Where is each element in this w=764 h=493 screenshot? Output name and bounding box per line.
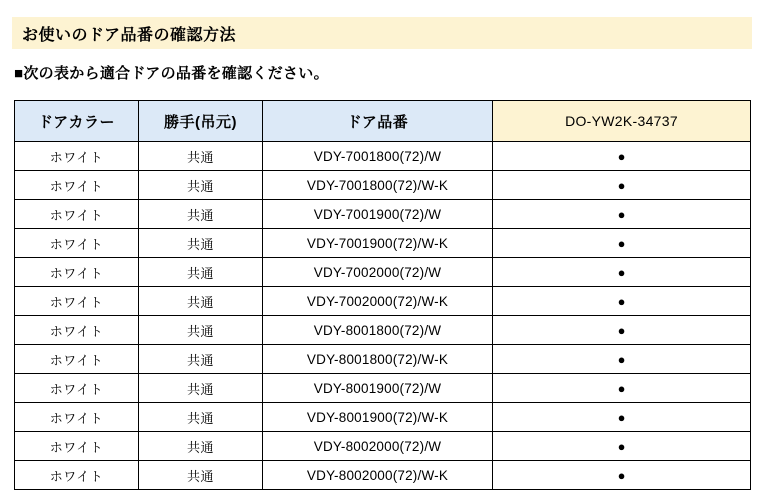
cell-door-color: ホワイト <box>15 200 139 229</box>
cell-door-color: ホワイト <box>15 171 139 200</box>
door-model-table <box>14 100 751 490</box>
cell-compatibility-mark <box>493 316 751 345</box>
cell-door-color: ホワイト <box>15 142 139 171</box>
table-row <box>15 142 751 171</box>
column-header-door-color: ドアカラー <box>15 101 139 142</box>
cell-compatibility-mark <box>493 432 751 461</box>
cell-hand: 共通 <box>139 432 263 461</box>
cell-door-color: ホワイト <box>15 229 139 258</box>
table-row <box>15 345 751 374</box>
cell-door-color: ホワイト <box>15 316 139 345</box>
compatibility-dot-icon: ● <box>617 264 626 280</box>
cell-hand: 共通 <box>139 258 263 287</box>
cell-door-model: VDY-8001800(72)/W-K <box>263 345 493 374</box>
page-title-bar <box>12 17 752 49</box>
cell-door-color: ホワイト <box>15 403 139 432</box>
compatibility-dot-icon: ● <box>617 177 626 193</box>
cell-door-model: VDY-7002000(72)/W <box>263 258 493 287</box>
cell-door-model: VDY-8002000(72)/W <box>263 432 493 461</box>
cell-door-model: VDY-7001800(72)/W-K <box>263 171 493 200</box>
compatibility-dot-icon: ● <box>617 409 626 425</box>
cell-compatibility-mark <box>493 374 751 403</box>
table-row <box>15 432 751 461</box>
cell-door-color: ホワイト <box>15 374 139 403</box>
cell-compatibility-mark <box>493 403 751 432</box>
cell-hand: 共通 <box>139 374 263 403</box>
compatibility-dot-icon: ● <box>617 293 626 309</box>
cell-compatibility-mark <box>493 229 751 258</box>
table-row <box>15 316 751 345</box>
table-row <box>15 258 751 287</box>
cell-door-color: ホワイト <box>15 287 139 316</box>
table-row <box>15 229 751 258</box>
cell-hand: 共通 <box>139 142 263 171</box>
cell-hand: 共通 <box>139 200 263 229</box>
table-header-row <box>15 101 751 142</box>
cell-hand: 共通 <box>139 345 263 374</box>
table-row <box>15 403 751 432</box>
instruction-text: ■次の表から適合ドアの品番を確認ください。 <box>14 65 329 82</box>
cell-door-model: VDY-8001900(72)/W-K <box>263 403 493 432</box>
table-row <box>15 171 751 200</box>
table-row <box>15 461 751 490</box>
cell-hand: 共通 <box>139 229 263 258</box>
cell-door-model: VDY-8001900(72)/W <box>263 374 493 403</box>
cell-door-color: ホワイト <box>15 432 139 461</box>
table-row <box>15 200 751 229</box>
cell-compatibility-mark <box>493 171 751 200</box>
cell-hand: 共通 <box>139 403 263 432</box>
compatibility-dot-icon: ● <box>617 206 626 222</box>
page-title: お使いのドア品番の確認方法 <box>22 26 237 44</box>
compatibility-dot-icon: ● <box>617 380 626 396</box>
cell-door-color: ホワイト <box>15 258 139 287</box>
cell-door-color: ホワイト <box>15 461 139 490</box>
cell-hand: 共通 <box>139 316 263 345</box>
compatibility-dot-icon: ● <box>617 235 626 251</box>
cell-door-model: VDY-8001800(72)/W <box>263 316 493 345</box>
cell-hand: 共通 <box>139 287 263 316</box>
cell-door-model: VDY-7001900(72)/W <box>263 200 493 229</box>
table-row <box>15 287 751 316</box>
cell-door-model: VDY-7002000(72)/W-K <box>263 287 493 316</box>
column-header-hand: 勝手(吊元) <box>139 101 263 142</box>
cell-compatibility-mark <box>493 461 751 490</box>
cell-compatibility-mark <box>493 142 751 171</box>
cell-compatibility-mark <box>493 345 751 374</box>
table-row <box>15 374 751 403</box>
compatibility-dot-icon: ● <box>617 467 626 483</box>
column-header-product-code: DO-YW2K-34737 <box>493 101 751 142</box>
cell-hand: 共通 <box>139 461 263 490</box>
cell-door-model: VDY-8002000(72)/W-K <box>263 461 493 490</box>
cell-hand: 共通 <box>139 171 263 200</box>
compatibility-dot-icon: ● <box>617 322 626 338</box>
compatibility-dot-icon: ● <box>617 148 626 164</box>
cell-compatibility-mark <box>493 258 751 287</box>
column-header-door-model: ドア品番 <box>263 101 493 142</box>
compatibility-dot-icon: ● <box>617 351 626 367</box>
cell-door-model: VDY-7001800(72)/W <box>263 142 493 171</box>
cell-door-color: ホワイト <box>15 345 139 374</box>
compatibility-dot-icon: ● <box>617 438 626 454</box>
cell-compatibility-mark <box>493 200 751 229</box>
cell-door-model: VDY-7001900(72)/W-K <box>263 229 493 258</box>
table-body <box>15 142 751 490</box>
cell-compatibility-mark <box>493 287 751 316</box>
